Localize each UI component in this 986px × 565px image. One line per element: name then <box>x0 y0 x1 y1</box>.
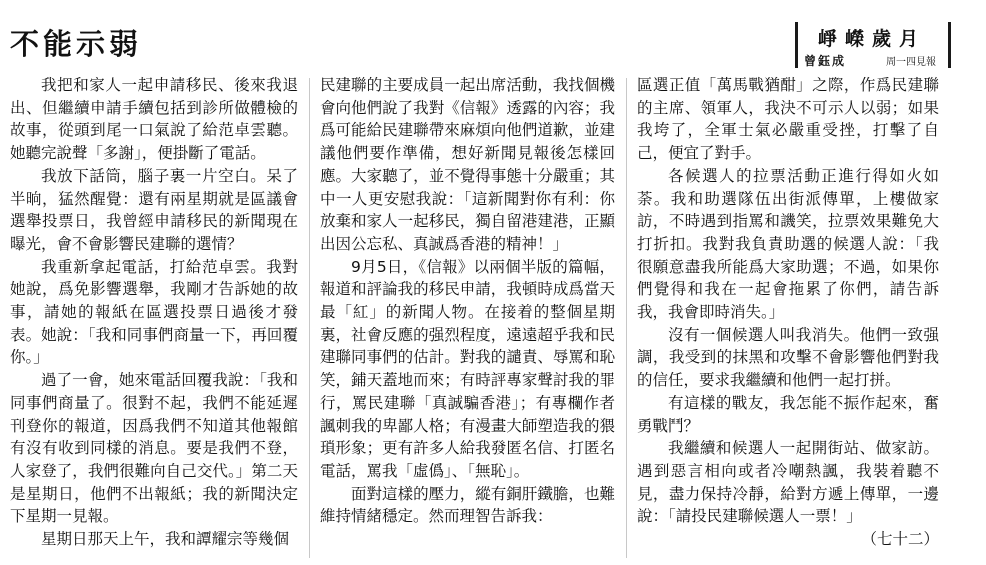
paragraph: 過了一會，她來電話回覆我說：「我和同事們商量了。很對不起，我們不能延遲刊登你的報道，因爲我們不知道其他報館有沒有收到同樣的消息。要是我們不登，人家登了，我們很難向自己交代。」第二天是星期日，他們不出報紙；我的新聞決定下星期一見報。 <box>10 371 298 526</box>
column-divider <box>626 78 627 558</box>
text-column-1 <box>10 74 298 564</box>
paragraph: 民建聯的主要成員一起出席活動，我找個機會向他們說了我對《信報》透露的內容；我爲可能給民建聯帶來麻煩向他們道歉，並建議他們要作準備，想好新聞見報後怎樣回應。大家聽了，並不覺得事態十分嚴重；其中一人更安慰我說：「這新聞對你有利：你放棄和家人一起移民，獨自留港建港，正顯出因公忘私、真誠爲香港的精神！」 <box>320 76 615 253</box>
sequence-number: （七十二） <box>861 530 939 549</box>
paragraph: 區選正值「萬馬戰猶酣」之際，作爲民建聯的主席、領軍人，我決不可示人以弱；如果我垮了，全軍士氣必嚴重受挫，打擊了自己，便宜了對手。 <box>637 76 939 163</box>
paragraph: 我重新拿起電話，打給范卓雲。我對她說，爲免影響選舉，我剛才告訴她的故事，請她的報紙在區選投票日過後才發表。她說：「我和同事們商量一下，再回覆你。」 <box>10 257 298 367</box>
paragraph-text: 我繼續和候選人一起開街站、做家訪。遇到惡言相向或者冷嘲熱諷，我裝着聽不見，盡力保持冷靜，給對方遞上傳單，一邊說：「請投民建聯候選人一票！」 <box>637 439 939 526</box>
publication-schedule: 周一四見報 <box>886 57 936 68</box>
paragraph: 我把和家人一起申請移民、後來我退出、但繼續申請手續包括到診所做體檢的故事，從頭到尾一口氣說了給范卓雲聽。她聽完說聲「多謝」，便掛斷了電話。 <box>10 76 298 163</box>
column-divider <box>309 78 310 558</box>
paragraph: 面對這樣的壓力，縱有銅肝鐵膽，也難維持情緒穩定。然而理智告訴我： <box>320 484 615 526</box>
paragraph: 我放下話筒，腦子裏一片空白。呆了半晌，猛然醒覺：還有兩星期就是區議會選舉投票日，我曾經申請移民的新聞現在曝光，會不會影響民建聯的選情？ <box>10 166 298 253</box>
paragraph <box>637 437 939 549</box>
paragraph: 9月5日，《信報》以兩個半版的篇幅，報道和評論我的移民申請，我頓時成爲當天最「紅」的新聞人物。在接着的整個星期裏，社會反應的强烈程度，遠遠超乎我和民建聯同事們的估計。對我的譴責、辱罵和恥笑，鋪天蓋地而來；有時評專家聲討我的罪行，罵民建聯「真誠騙香港」；有專欄作者諷刺我的卑鄙人格；有漫畫大師塑造我的猥瑣形象；更有許多人給我發匿名信、打匿名電話，罵我「虛僞」、「無恥」。 <box>320 257 615 480</box>
column-header <box>795 22 951 68</box>
column-name: 崢嶸歲月 <box>817 28 926 50</box>
paragraph: 各候選人的拉票活動正進行得如火如荼。我和助選隊伍出街派傳單，上樓做家訪，不時遇到指罵和譏笑，拉票效果難免大打折扣。我對我負責助選的候選人說：「我很願意盡我所能爲大家助選；不過，如果你們覺得和我在一起會拖累了你們，請告訴我，我會即時消失。」 <box>637 166 939 322</box>
text-column-2 <box>320 74 615 564</box>
author-name: 曾鈺成 <box>804 54 847 68</box>
text-column-3 <box>637 74 939 564</box>
paragraph: 沒有一個候選人叫我消失。他們一致强調，我受到的抹黑和攻擊不會影響他們對我的信任，要求我繼續和他們一起打拼。 <box>637 325 939 390</box>
article-title: 不能示弱 <box>10 27 143 61</box>
paragraph: 有這樣的戰友，我怎能不振作起來，奮勇戰鬥？ <box>637 393 939 435</box>
paragraph: 星期日那天上午，我和譚耀宗等幾個 <box>41 530 290 549</box>
